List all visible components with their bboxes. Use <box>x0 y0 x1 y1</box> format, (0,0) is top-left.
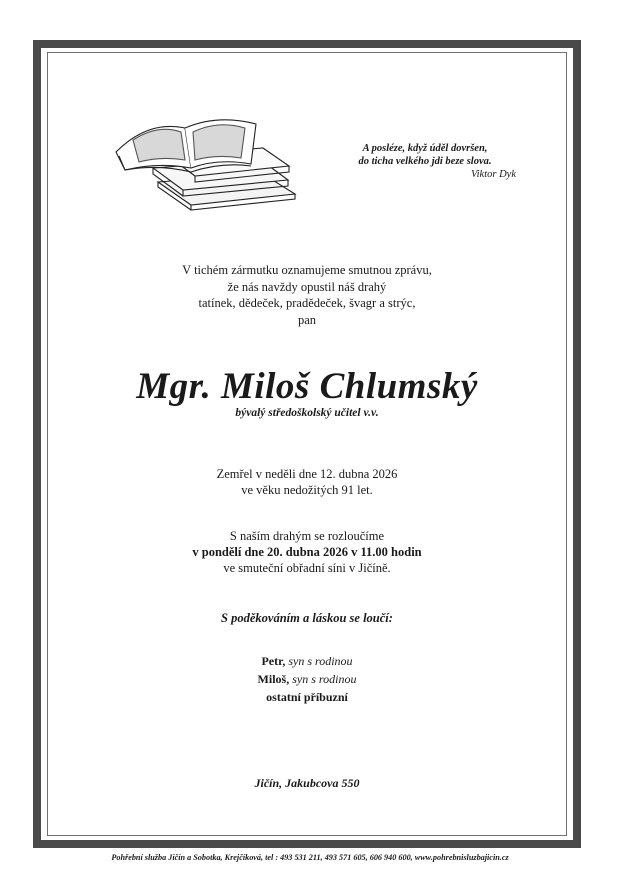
announcement <box>47 262 567 328</box>
quote-author: Viktor Dyk <box>471 169 516 180</box>
address: Jičín, Jakubcova 550 <box>254 776 360 790</box>
mourner-row <box>47 652 567 670</box>
mourner-row <box>47 688 567 706</box>
announcement-line-2: že nás navždy opustil náš drahý <box>227 279 387 294</box>
death-line-1: Zemřel v neděli dne 12. dubna 2026 <box>216 467 398 481</box>
mourners-list <box>47 652 567 706</box>
announcement-line-4: pan <box>297 312 317 327</box>
quote-line-2: do ticha velkého jdi beze slova. <box>358 156 492 167</box>
death-line-2: ve věku nedožitých 91 let. <box>241 483 373 497</box>
farewell-date: v pondělí dne 20. dubna 2026 v 11.00 hodin <box>192 545 422 559</box>
mourner-relation: syn s rodinou <box>292 672 357 686</box>
deceased-title: bývalý středoškolský učitel v.v. <box>235 407 379 419</box>
farewell-info <box>47 528 567 576</box>
mourner-name: Miloš, <box>257 672 290 686</box>
quote-line-1: A posléze, když úděl dovršen, <box>362 143 488 154</box>
quote-block <box>330 142 520 181</box>
footer-contact: Pohřební služba Jičín a Sobotka, Krejčíková, tel : 493 531 211, 493 571 605, 606 940 600, www.pohrebnisluzbajicin.cz <box>111 853 509 862</box>
mourner-relation: syn s rodinou <box>288 654 353 668</box>
announcement-line-1: V tichém zármutku oznamujeme smutnou zprávu, <box>182 263 432 277</box>
announcement-line-3: tatínek, dědeček, pradědeček, švagr a strýc, <box>198 296 416 310</box>
thanks-heading: S poděkováním a láskou se loučí: <box>221 611 393 625</box>
mourner-name: Petr, <box>261 654 286 668</box>
death-info <box>47 466 567 498</box>
mourner-row <box>47 670 567 688</box>
farewell-place: ve smuteční obřadní síni v Jičíně. <box>223 561 391 575</box>
mourner-name: ostatní příbuzní <box>266 690 348 704</box>
deceased-name: Mgr. Miloš Chlumský <box>136 366 478 407</box>
open-books-icon <box>113 110 298 215</box>
farewell-line-1: S naším drahým se rozloučíme <box>229 529 385 543</box>
